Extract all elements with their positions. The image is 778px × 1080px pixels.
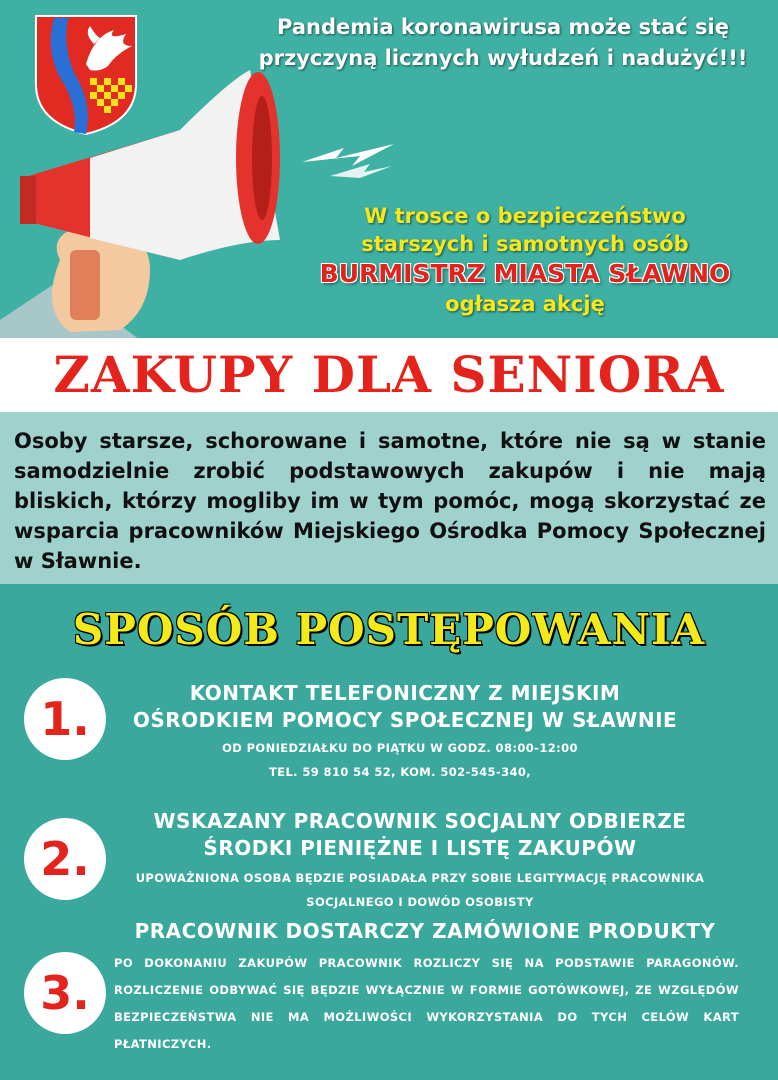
mayor-title: BURMISTRZ MIASTA SŁAWNO <box>319 259 731 288</box>
step-1-detail <box>120 736 680 784</box>
announcement-line-3: ogłasza akcję <box>445 292 605 316</box>
step-3-number: 3. <box>24 952 106 1034</box>
step-2-detail: UPOWAŻNIONA OSOBA BĘDZIE POSIADAŁA PRZY SOBIE LEGITYMACJĘ PRACOWNIKA SOCJALNEGO I DOWÓD OSOBISTY <box>135 871 705 909</box>
step-3-heading: PRACOWNIK DOSTARCZY ZAMÓWIONE PRODUKTY <box>134 919 716 943</box>
lightning-icon <box>300 140 396 180</box>
description-text: Osoby starsze, schorowane i samotne, które nie są w stanie samodzielnie zrobić podstawowych zakupów i nie mają bliskich, którzy mogliby im w tym pomóc, mogą skorzystać ze wsparcia pracowników Miejskiego Ośrodka Pomocy Społecznej w Sławnie. <box>14 429 766 573</box>
step-1-heading: KONTAKT TELEFONICZNY Z MIEJSKIM OŚRODKIEM POMOCY SPOŁECZNEJ W SŁAWNIE <box>132 681 678 732</box>
step-1-hours: OD PONIEDZIAŁKU DO PIĄTKU W GODZ. 08:00-12:00 <box>222 741 578 755</box>
step-3-detail: PO DOKONANIU ZAKUPÓW PRACOWNIK ROZLICZY SIĘ NA PODSTAWIE PARAGONÓW. ROZLICZENIE ODBYWAĆ SIĘ BĘDZIE WYŁĄCZNIE W FORMIE GOTÓWKOWEJ, ZE WZGLĘDÓW BEZPIECZEŃSTWA NIE MA MOŻLIWOŚCI WYKORZYSTANIA DO TYCH CELÓW KART PŁATNICZYCH. <box>114 956 739 1051</box>
headline: Pandemia koronawirusa może stać się przyczyną licznych wyłudzeń i nadużyć!!! <box>258 15 748 70</box>
announcement-line-1: W trosce o bezpieczeństwo <box>364 204 686 228</box>
description-panel <box>0 412 778 584</box>
procedure-title: SPOSÓB POSTĘPOWANIA <box>72 605 706 654</box>
step-1-phone: TEL. 59 810 54 52, KOM. 502-545-340, <box>268 765 532 779</box>
step-1-number: 1. <box>24 678 106 760</box>
campaign-title: ZAKUPY DLA SENIORA <box>53 345 725 404</box>
announcement <box>280 202 770 318</box>
megaphone-icon <box>0 70 300 340</box>
step-2-heading: WSKAZANY PRACOWNIK SOCJALNY ODBIERZE ŚRODKI PIENIĘŻNE I LISTĘ ZAKUPÓW <box>153 809 687 860</box>
step-2-number: 2. <box>24 818 106 900</box>
announcement-line-2: starszych i samotnych osób <box>361 232 689 256</box>
